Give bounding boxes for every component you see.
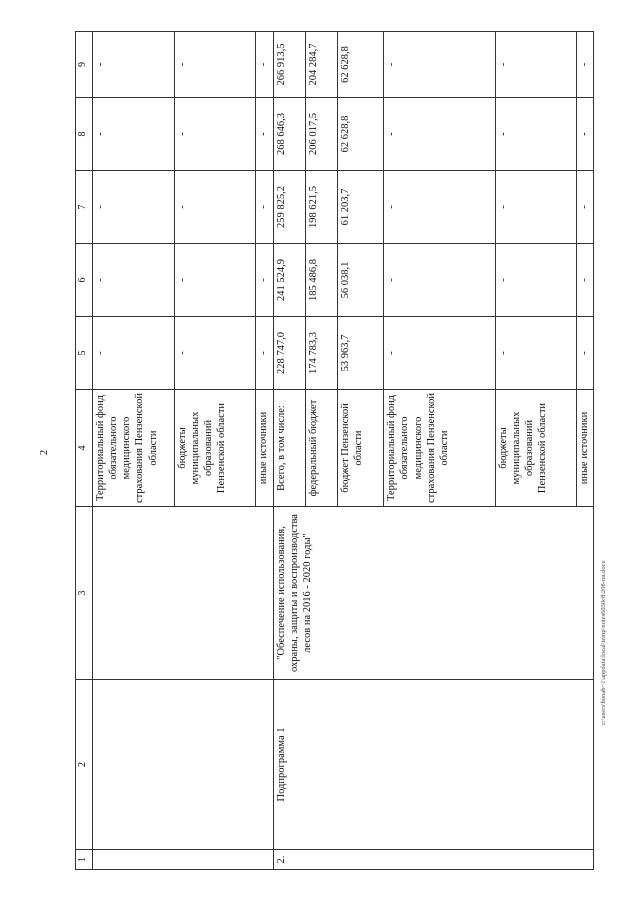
source-cell: Территориальный фонд обязательного медицинского страхования Пензенской области [93, 390, 175, 507]
col-header-8: 8 [76, 98, 93, 171]
funding-table [75, 31, 594, 870]
table-row [93, 32, 175, 870]
col-header-2: 2 [76, 680, 93, 850]
col-header-3: 3 [76, 507, 93, 680]
value-cell: - [174, 32, 256, 98]
value-cell: 206 017,5 [305, 98, 337, 171]
value-cell: 241 524,9 [273, 244, 305, 317]
table-row [273, 32, 305, 870]
source-cell: бюджеты муниципальных образований Пензенской области [174, 390, 256, 507]
value-cell: - [93, 98, 175, 171]
value-cell: - [93, 171, 175, 244]
row-number: 2. [273, 850, 593, 870]
value-cell: - [576, 317, 593, 390]
value-cell: 204 284,7 [305, 32, 337, 98]
value-cell: - [384, 171, 496, 244]
col-header-4: 4 [76, 390, 93, 507]
value-cell: 268 646,3 [273, 98, 305, 171]
value-cell: 259 825,2 [273, 171, 305, 244]
value-cell: - [93, 32, 175, 98]
program-name: Подпрограмма 1 [273, 680, 593, 850]
col-header-1: 1 [76, 850, 93, 870]
empty-cell [93, 850, 274, 870]
source-cell: бюджеты муниципальных образований Пензенской области [496, 390, 577, 507]
value-cell: 266 913,5 [273, 32, 305, 98]
footer-file-path: c:\users\bonab~1\appdata\local\temp\notes6030c8\208-nu.docx [600, 560, 607, 725]
value-cell: - [174, 244, 256, 317]
col-header-5: 5 [76, 317, 93, 390]
value-cell: - [174, 171, 256, 244]
value-cell: - [256, 317, 273, 390]
value-cell: - [576, 98, 593, 171]
col-header-7: 7 [76, 171, 93, 244]
program-title: "Обеспечение использования, охраны, защиты и воспроизводства лесов на 2016 - 2020 годы" [273, 507, 593, 680]
empty-cell [93, 507, 274, 680]
value-cell: 228 747,0 [273, 317, 305, 390]
value-cell: - [496, 98, 577, 171]
value-cell: - [496, 317, 577, 390]
source-cell: федеральный бюджет [305, 390, 337, 507]
value-cell: 61 203,7 [338, 171, 384, 244]
value-cell: 53 963,7 [338, 317, 384, 390]
value-cell: 174 783,3 [305, 317, 337, 390]
source-cell: бюджет Пензенской области [338, 390, 384, 507]
value-cell: 62 628,8 [338, 32, 384, 98]
empty-cell [93, 680, 274, 850]
value-cell: 198 621,5 [305, 171, 337, 244]
value-cell: - [384, 32, 496, 98]
value-cell: - [256, 98, 273, 171]
value-cell: 62 628,8 [338, 98, 384, 171]
value-cell: - [174, 98, 256, 171]
value-cell: - [93, 244, 175, 317]
value-cell: - [384, 98, 496, 171]
header-row [76, 32, 93, 870]
value-cell: - [496, 244, 577, 317]
value-cell: - [256, 32, 273, 98]
value-cell: - [256, 171, 273, 244]
page-number: 2 [39, 450, 50, 455]
value-cell: - [496, 32, 577, 98]
value-cell: 185 486,8 [305, 244, 337, 317]
col-header-6: 6 [76, 244, 93, 317]
value-cell: - [256, 244, 273, 317]
value-cell: - [174, 317, 256, 390]
source-cell: Всего, в том числе: [273, 390, 305, 507]
value-cell: - [384, 317, 496, 390]
source-cell: Территориальный фонд обязательного медицинского страхования Пензенской области [384, 390, 496, 507]
funding-table-frame [75, 32, 594, 870]
source-cell: иные источники [256, 390, 273, 507]
value-cell: - [93, 317, 175, 390]
col-header-9: 9 [76, 32, 93, 98]
value-cell: - [576, 32, 593, 98]
value-cell: - [496, 171, 577, 244]
source-cell: иные источники [576, 390, 593, 507]
value-cell: - [384, 244, 496, 317]
value-cell: - [576, 171, 593, 244]
value-cell: 56 038,1 [338, 244, 384, 317]
value-cell: - [576, 244, 593, 317]
